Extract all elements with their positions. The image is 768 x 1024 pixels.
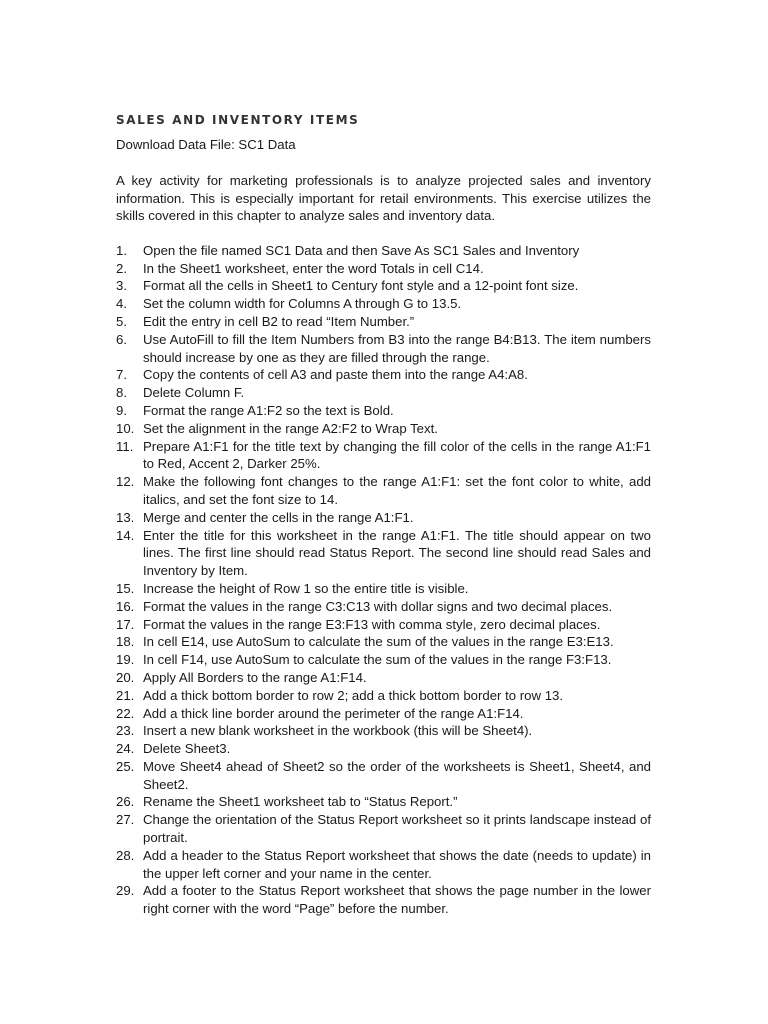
step-text: Edit the entry in cell B2 to read “Item Number.”	[143, 313, 415, 329]
step-text: Format the values in the range E3:F13 with comma style, zero decimal places.	[143, 616, 601, 632]
step-item	[116, 277, 651, 295]
step-number: 6.	[116, 331, 127, 347]
step-number: 11.	[116, 438, 134, 454]
step-number: 10.	[116, 420, 135, 436]
step-item	[116, 295, 651, 313]
step-number: 23.	[116, 723, 135, 739]
step-number: 17.	[116, 616, 135, 632]
step-text: Open the file named SC1 Data and then Save As SC1 Sales and Inventory	[143, 242, 580, 258]
step-number: 15.	[116, 580, 135, 596]
step-text: Apply All Borders to the range A1:F14.	[143, 669, 367, 685]
step-text: Prepare A1:F1 for the title text by changing the fill color of the cells in the range A1:F1 to Red, Accent 2, Darker 25%.	[143, 438, 651, 472]
step-text: In cell F14, use AutoSum to calculate the sum of the values in the range F3:F13.	[143, 652, 612, 668]
step-text: Add a thick line border around the perimeter of the range A1:F14.	[143, 705, 524, 721]
step-item	[116, 598, 651, 616]
step-item	[116, 740, 651, 758]
step-text: Make the following font changes to the range A1:F1: set the font color to white, add italics, and set the font size to 14.	[143, 474, 651, 507]
step-number: 21.	[116, 687, 135, 703]
step-number: 2.	[116, 260, 127, 276]
steps-list	[116, 242, 651, 918]
step-number: 3.	[116, 278, 127, 294]
step-number: 27.	[116, 812, 135, 828]
step-text: Rename the Sheet1 worksheet tab to “Status Report.”	[143, 794, 458, 810]
step-number: 18.	[116, 634, 135, 650]
step-number: 25.	[116, 758, 135, 774]
step-item	[116, 242, 651, 260]
step-text: Add a thick bottom border to row 2; add a thick bottom border to row 13.	[143, 687, 564, 703]
step-text: Delete Sheet3.	[143, 741, 231, 757]
step-number: 8.	[116, 385, 127, 401]
step-number: 4.	[116, 296, 127, 312]
step-number: 22.	[116, 705, 135, 721]
step-text: Enter the title for this worksheet in the range A1:F1. The title should appear on two lines. The first line should read Status Report. The second line should read Sales and Inventory by Item.	[143, 527, 651, 579]
intro-paragraph: A key activity for marketing professionals is to analyze projected sales and inventory information. This is especially important for retail environments. This exercise utilizes the skills covered in this chapter to analyze sales and inventory data.	[116, 173, 651, 224]
step-item	[116, 705, 651, 723]
step-item	[116, 260, 651, 278]
step-number: 1.	[116, 242, 127, 258]
step-item	[116, 509, 651, 527]
step-item	[116, 331, 651, 367]
step-text: Format all the cells in Sheet1 to Century font style and a 12-point font size.	[143, 278, 579, 294]
step-text: Move Sheet4 ahead of Sheet2 so the order of the worksheets is Sheet1, Sheet4, and Sheet2.	[143, 758, 651, 792]
step-text: Format the values in the range C3:C13 with dollar signs and two decimal places.	[143, 598, 613, 614]
step-text: Merge and center the cells in the range A1:F1.	[143, 509, 414, 525]
step-text: Copy the contents of cell A3 and paste them into the range A4:A8.	[143, 367, 528, 383]
step-text: Increase the height of Row 1 so the entire title is visible.	[143, 580, 469, 596]
step-item	[116, 669, 651, 687]
step-number: 9.	[116, 402, 127, 418]
step-text: Insert a new blank worksheet in the workbook (this will be Sheet4).	[143, 723, 533, 739]
step-item	[116, 651, 651, 669]
step-number: 13.	[116, 509, 135, 525]
step-number: 24.	[116, 741, 135, 757]
step-item	[116, 384, 651, 402]
step-number: 5.	[116, 313, 127, 329]
step-item	[116, 313, 651, 331]
step-number: 19.	[116, 652, 135, 668]
step-number: 12.	[116, 474, 135, 490]
step-item	[116, 847, 651, 883]
step-item	[116, 580, 651, 598]
step-text: Set the column width for Columns A through G to 13.5.	[143, 296, 462, 312]
download-data-file-line: Download Data File: SC1 Data	[116, 137, 296, 152]
step-text: Delete Column F.	[143, 385, 245, 401]
step-number: 26.	[116, 794, 135, 810]
step-item	[116, 882, 651, 918]
step-item	[116, 366, 651, 384]
step-text: In the Sheet1 worksheet, enter the word Totals in cell C14.	[143, 260, 484, 276]
step-number: 20.	[116, 669, 135, 685]
step-number: 28.	[116, 847, 135, 863]
document-heading: SALES AND INVENTORY ITEMS	[116, 113, 360, 127]
step-text: Change the orientation of the Status Report worksheet so it prints landscape instead of portrait.	[143, 812, 651, 846]
step-item	[116, 811, 651, 847]
step-number: 29.	[116, 883, 135, 899]
step-item	[116, 758, 651, 794]
step-text: Format the range A1:F2 so the text is Bold.	[143, 402, 394, 418]
step-item	[116, 722, 651, 740]
step-item	[116, 473, 651, 509]
step-text: Add a header to the Status Report worksheet that shows the date (needs to update) in the upper left corner and your name in the center.	[143, 847, 651, 881]
step-text: Set the alignment in the range A2:F2 to Wrap Text.	[143, 420, 438, 436]
step-item	[116, 420, 651, 438]
step-number: 14.	[116, 527, 135, 543]
step-item	[116, 616, 651, 634]
step-number: 16.	[116, 598, 135, 614]
step-item	[116, 438, 651, 474]
step-number: 7.	[116, 367, 127, 383]
step-item	[116, 527, 651, 580]
step-text: In cell E14, use AutoSum to calculate the sum of the values in the range E3:E13.	[143, 634, 614, 650]
document-page	[116, 112, 651, 918]
step-item	[116, 402, 651, 420]
step-text: Add a footer to the Status Report worksheet that shows the page number in the lower right corner with the word “Page” before the number.	[143, 883, 651, 917]
step-item	[116, 687, 651, 705]
step-item	[116, 633, 651, 651]
step-item	[116, 793, 651, 811]
step-text: Use AutoFill to fill the Item Numbers from B3 into the range B4:B13. The item numbers should increase by one as they are filled through the range.	[143, 331, 651, 365]
